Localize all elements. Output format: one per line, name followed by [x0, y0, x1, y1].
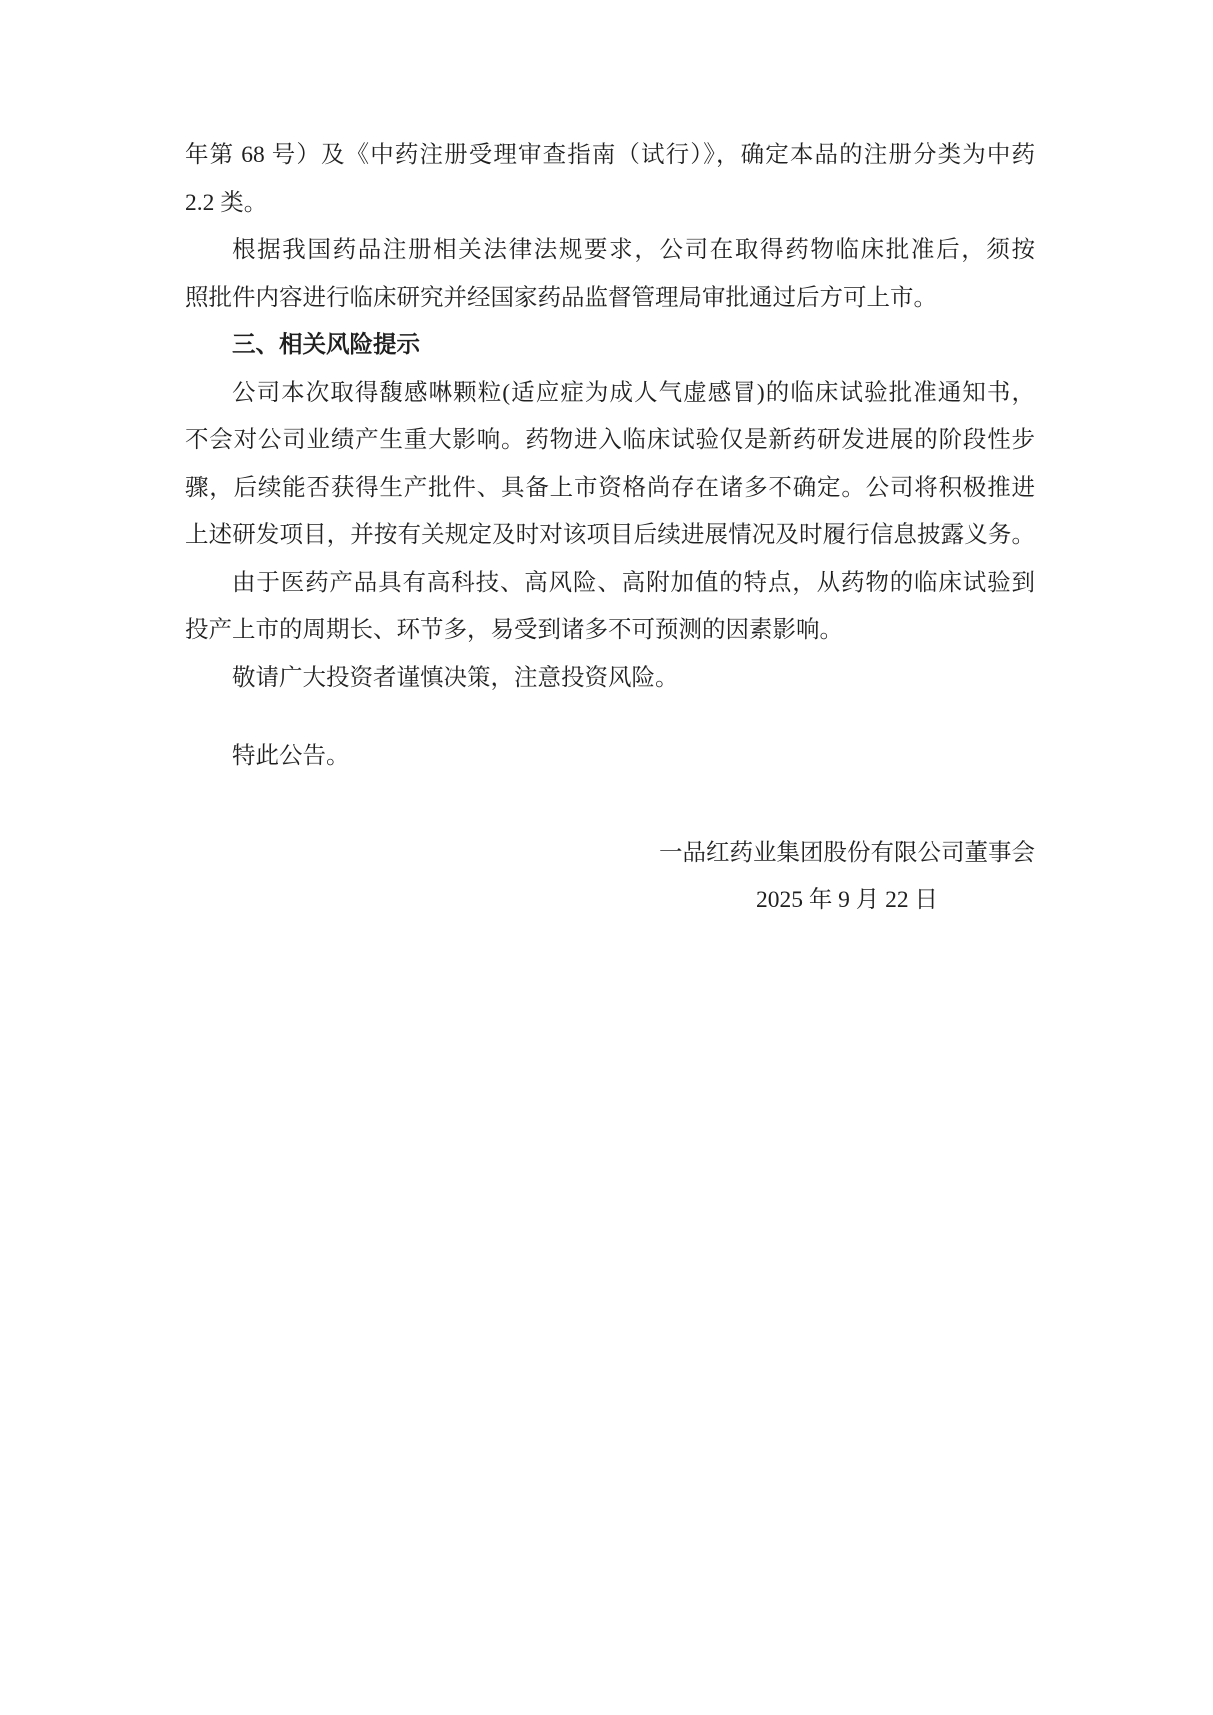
text-line: 三、相关风险提示 — [232, 332, 420, 358]
text-line: 特此公告。 — [232, 743, 350, 769]
text-line: 上述研发项目，并按有关规定及时对该项目后续进展情况及时履行信息披露义务。 — [185, 522, 1035, 548]
text-line: 照批件内容进行临床研究并经国家药品监督管理局审批通过后方可上市。 — [185, 284, 937, 311]
date-line: 2025 年 9 月 22 日 — [755, 887, 939, 913]
signature-block — [185, 830, 1035, 925]
text-line: 公司本次取得馥感啉颗粒(适应症为成人气虚感冒)的临床试验批准通知书， — [232, 379, 1035, 406]
text-line: 年第 68 号）及《中药注册受理审查指南（试行）》，确定本品的注册分类为中药 — [185, 142, 1035, 168]
text-line: 由于医药产品具有高科技、高风险、高附加值的特点，从药物的临床试验到 — [232, 569, 1035, 596]
signature-inner — [659, 830, 1035, 925]
text-line: 敬请广大投资者谨慎决策，注意投资风险。 — [232, 664, 679, 691]
text-line: 投产上市的周期长、环节多，易受到诸多不可预测的因素影响。 — [185, 617, 843, 643]
text-line: 2.2 类。 — [185, 189, 268, 216]
text-line: 根据我国药品注册相关法律法规要求，公司在取得药物临床批准后，须按 — [232, 237, 1035, 263]
signature-line: 一品红药业集团股份有限公司董事会 — [659, 839, 1035, 866]
text-line: 骤，后续能否获得生产批件、具备上市资格尚存在诸多不确定。公司将积极推进 — [185, 474, 1035, 501]
text-line: 不会对公司业绩产生重大影响。药物进入临床试验仅是新药研发进展的阶段性步 — [185, 427, 1035, 453]
body-lines — [185, 132, 1035, 781]
announcement-body — [185, 132, 1035, 925]
